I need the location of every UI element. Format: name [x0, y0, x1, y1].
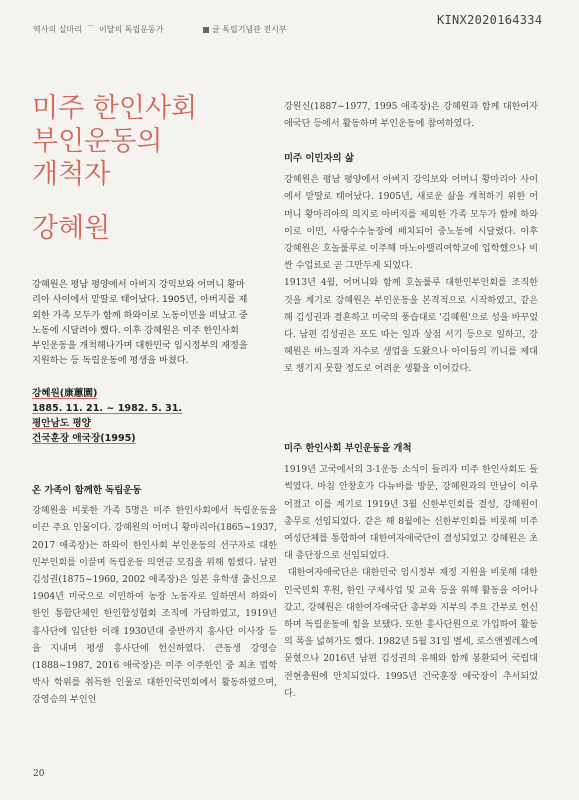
fact-honor: 건국훈장 애국장(1995): [32, 433, 136, 444]
subseries-label: 이달의 독립운동가: [99, 25, 164, 34]
section-body: 강혜원을 비롯한 가족 5명은 미주 한인사회에서 독립운동을 이끈 주요 인물이다. 강혜원의 어머니 황마리아(1865~1937, 2017 애족장)는 하와이 한인사회 부인운동의 선구자로 대한인부인회를 이끌며 독립운동 의연금 모집을 위해 힘썼다. 남편 김성권(1875~1960, 2002 애족장)은 일본 유학생 출신으로 1904년 미국으로 이민하여 농장 노동자로 일하면서 하와이 한인 통합단체인 한인합성협회 조직에 가담하였고, 1919년 흥사단에 입단한 이래 1930년대 중반까지 흥사단 이사장 등을 지내며 평생 흥사단에 헌신하였다. 큰동생 강영승(1888~1987, 2016 애국장)은 미주 이주한인 중 최초 법학박사 학위를 취득한 인물로 대한인국민회에서 활동하였으며, 강영승의 부인인: [32, 506, 277, 706]
section-paragraph: 1913년 4월, 어머니와 함께 호놀룰루 대한인부인회를 조직한 것을 계기로 강혜원은 부인운동을 본격적으로 시작하였고, 같은 해 김성권과 결혼하고 미국의 풍습대로 '김혜원'으로 성을 바꾸었다. 남편 김성권은 포도 따는 일과 상점 서기 등으로 일하고, 강혜원은 바느질과 자수로 생업을 도왔으나 아이들의 끼니를 제대로 챙기지 못할 정도로 어려운 생활을 이어갔다.: [284, 278, 538, 375]
section-family: [32, 482, 277, 710]
continuation-paragraph: [284, 99, 538, 133]
profile-facts: [32, 386, 182, 446]
series-label: 역사의 실마리: [33, 25, 82, 34]
intro-text: 강혜원은 평남 평양에서 아버지 강익보와 어머니 황마리아 사이에서 맏딸로 태어났다. 1905년, 아버지를 제외한 가족 모두가 함께 하와이로 노동이민을 떠났고 중노동에 시달려야 했다. 이후 강혜원은 미주 한인사회 부인운동을 개척해나가며 대한민국 임시정부의 재정을 지원하는 등 독립운동에 평생을 바쳤다.: [32, 279, 248, 367]
section-paragraph: 강혜원은 평남 평양에서 아버지 강익보와 어머니 황마리아 사이에서 맏딸로 태어났다. 1905년, 새로운 삶을 개척하기 위한 어머니 황마리아의 의지로 아버지를 제외한 가족 모두가 함께 하와이로 이민, 사탕수수농장에 배치되어 중노동에 시달렸다. 이후 강혜원은 호놀룰루로 이주해 마노아밸리여학교에 입학했으나 비싼 수업료로 곧 그만두게 되었다.: [284, 175, 538, 272]
fact-birthplace: 평안남도 평양: [32, 418, 91, 429]
section-immigrant: [284, 150, 538, 379]
article-title: [32, 92, 197, 191]
section-paragraph: 1919년 고국에서의 3·1운동 소식이 들리자 미주 한인사회도 들썩였다. 마침 안창호가 다뉴바를 방문, 강혜원과의 만남이 이루어졌고 이를 계기로 1919년 3월 신한부인회를 결성, 강혜원이 총무로 선임되었다. 같은 해 8월에는 신한부인회를 비롯해 미주 여성단체를 통합하여 대한여자애국단이 결성되었고 강혜원은 초대 총단장으로 선임되었다.: [284, 465, 538, 562]
title-line: 개척자: [32, 159, 111, 190]
square-bullet-icon: [203, 27, 209, 33]
intro-paragraph: [32, 277, 250, 369]
accession-number: KINX2020164334: [437, 13, 543, 27]
section-heading: 온 가족이 함께한 독립운동: [32, 485, 142, 496]
section-heading: 미주 한인사회 부인운동을 개척: [284, 443, 412, 454]
fact-name: 강혜원(康蕙園): [32, 388, 98, 399]
separator-mark: ⌒: [86, 25, 95, 34]
running-header: [33, 24, 163, 35]
continuation-text: 강원신(1887~1977, 1995 애족장)은 강혜원과 함께 대한여자애국단 등에서 활동하며 부인운동에 참여하였다.: [284, 102, 538, 130]
section-paragraph: 대한여자애국단은 대한민국 임시정부 재정 지원을 비롯해 대한인국민회 후원, 한인 구제사업 및 교육 등을 위해 활동을 이어나갔고, 강혜원은 대한여자애국단 총부와 지부의 주요 간부로 헌신하며 독립운동에 힘을 보탰다. 또한 흥사단원으로 가입하여 활동의 폭을 넓혀가도 했다. 1982년 5월 31일 별세, 로스앤젤레스에 묻혔으나 2016년 남편 김성권의 유해와 함께 봉환되어 국립대전현충원에 안치되었다. 1995년 건국훈장 애국장이 추서되었다.: [284, 568, 538, 699]
page-number: 20: [33, 769, 45, 779]
fact-dates: 1885. 11. 21. ~ 1982. 5. 31.: [32, 403, 183, 414]
credit-line: [203, 24, 287, 35]
credit-text: 글 독립기념관 전시부: [212, 25, 287, 34]
section-heading: 미주 이민자의 삶: [284, 153, 354, 164]
person-name: 강혜원: [32, 213, 111, 244]
section-women: [284, 440, 538, 703]
title-line: 미주 한인사회: [32, 93, 198, 124]
title-line: 부인운동의: [32, 126, 163, 157]
